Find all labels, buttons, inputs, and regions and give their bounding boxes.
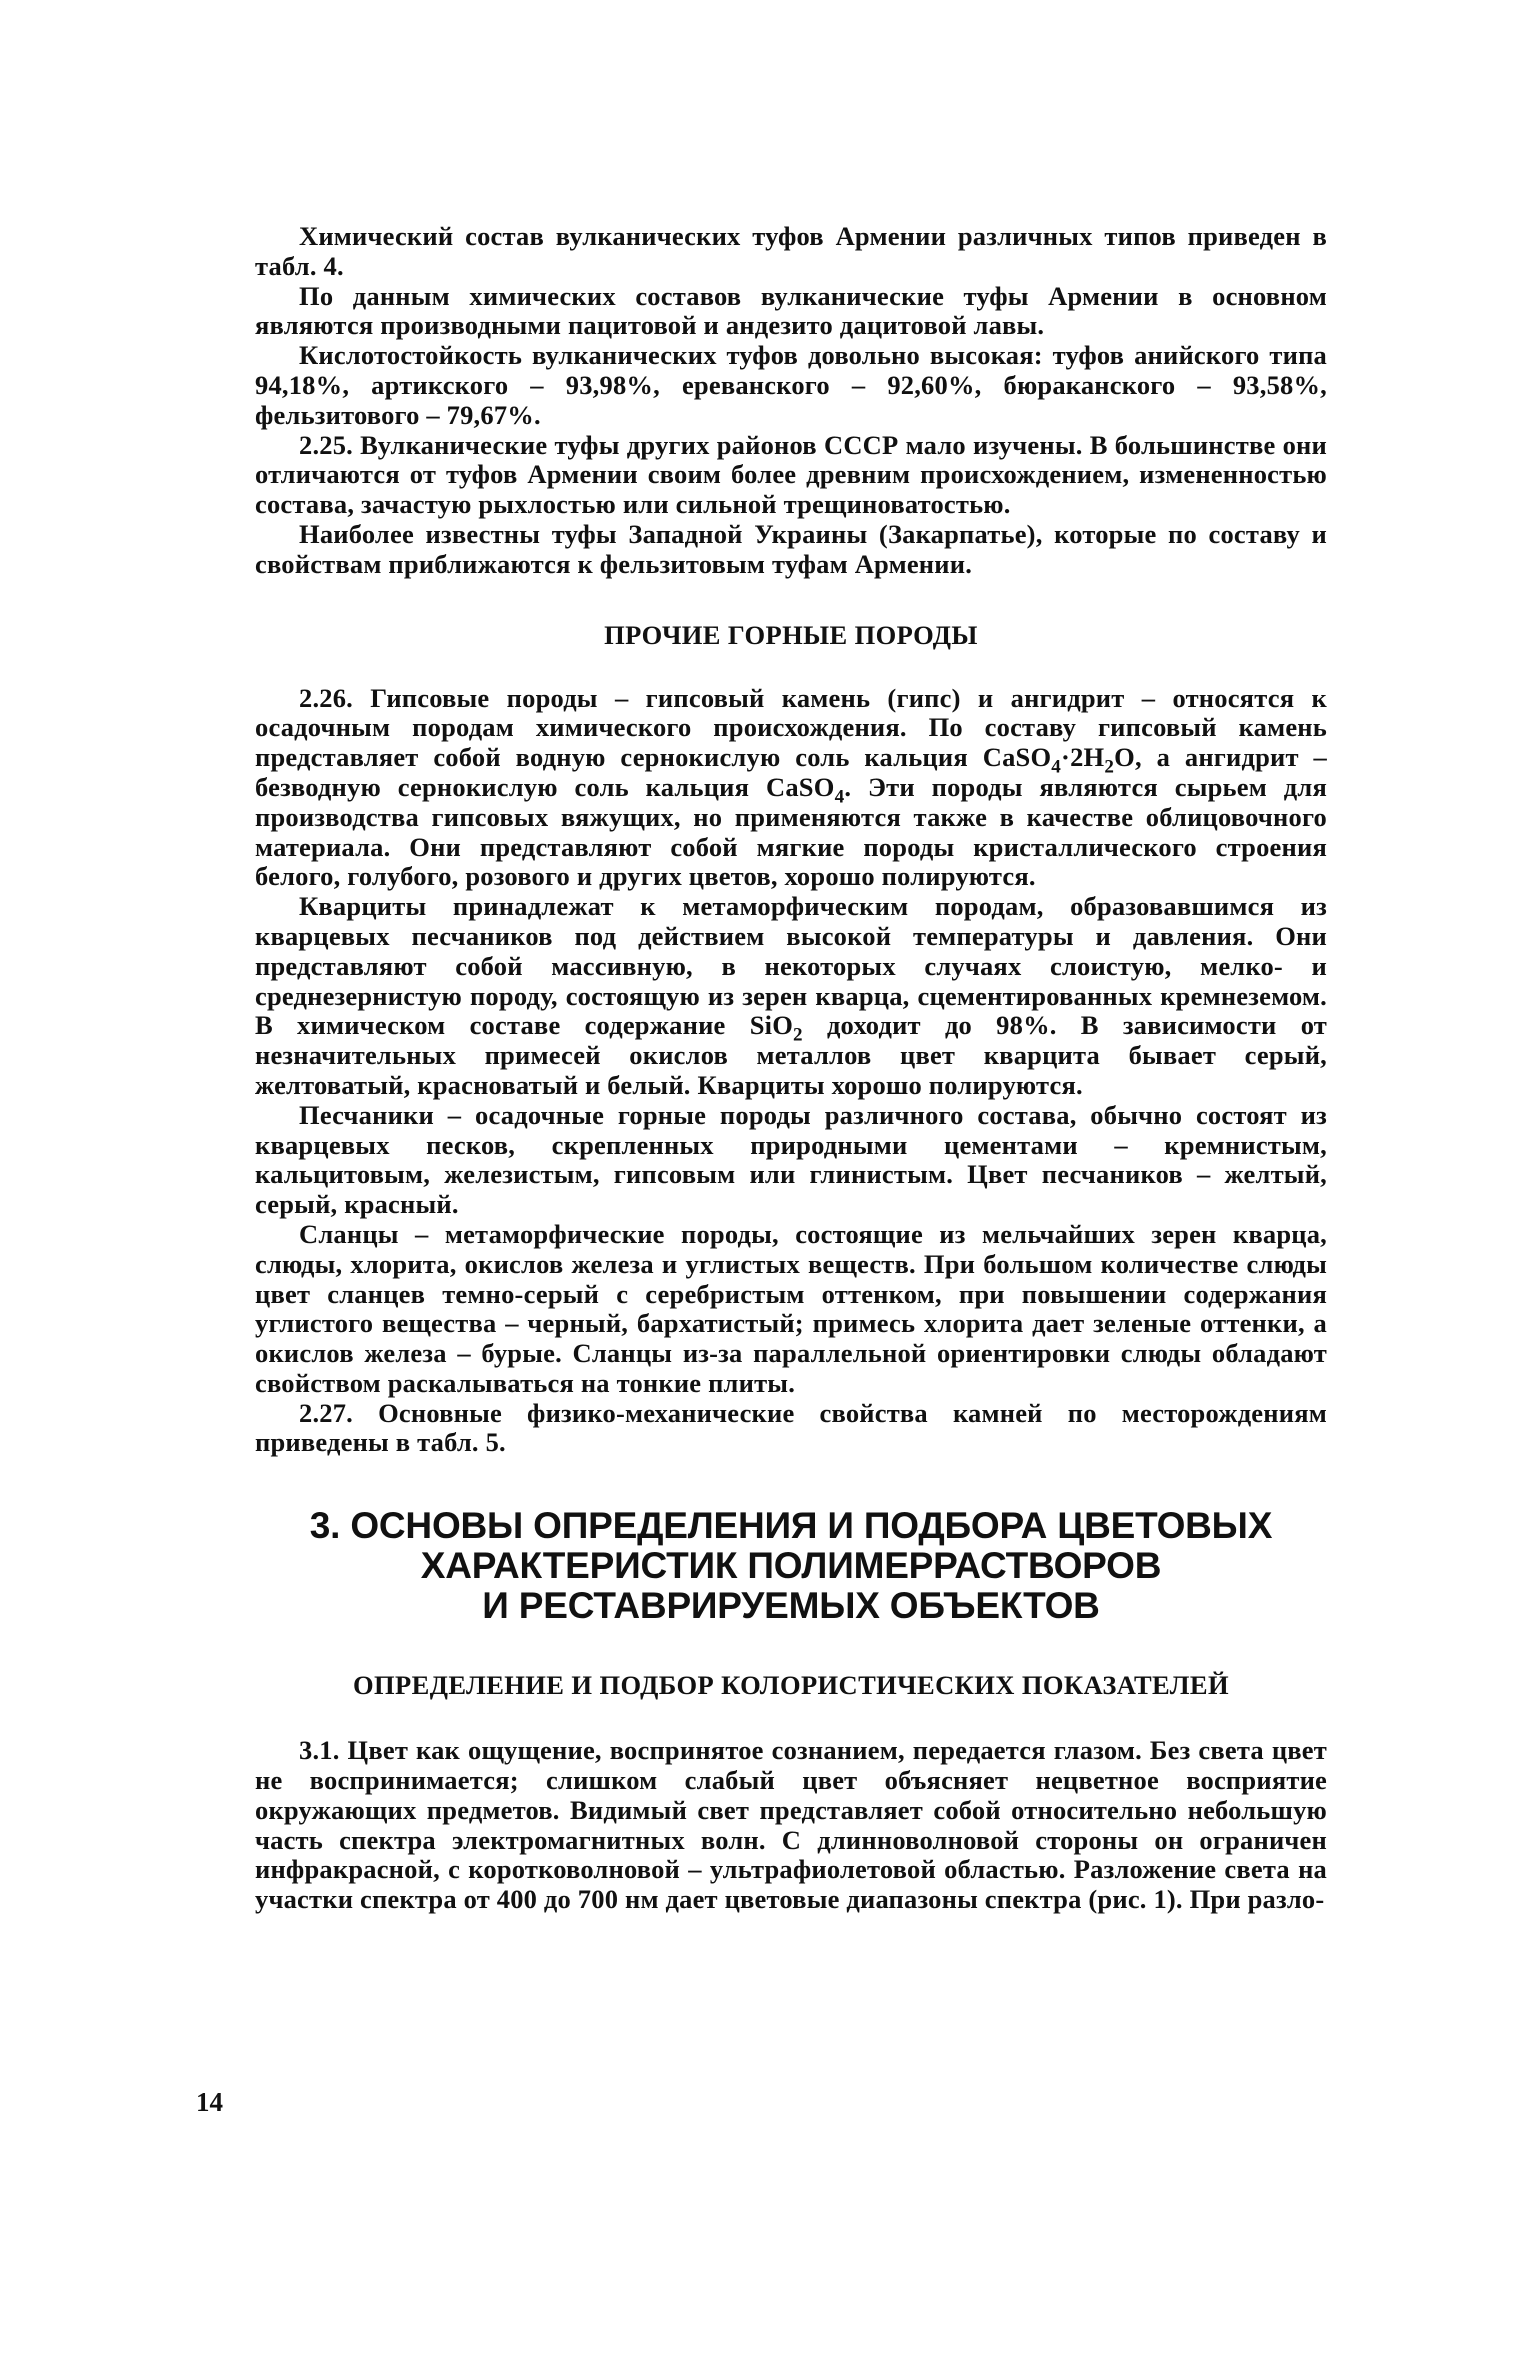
heading-other-rocks: ПРОЧИЕ ГОРНЫЕ ПОРОДЫ — [604, 619, 978, 650]
formula-gypsum: $CaSO_4\cdot 2H_2O$ — [982, 742, 1135, 778]
paragraph-chemical-composition: Химический состав вулканических туфов Армении различных типов приведен в табл. 4. — [255, 221, 1327, 281]
paragraph-chemical-data: По данным химических составов вулканические туфы Армении в основном являются производными пацитовой и андезито дацитовой лавы. — [255, 280, 1327, 341]
page-body — [255, 222, 1327, 1915]
quartzite-text-1: Кварциты принадлежат к метаморфическим породам, образовавшимся из кварцевых песчаников под действием высокой температуры и давления. Они представляют собой массивную, в некоторых случаях слоистую, мелко- и среднезернистую породу, состоящую из зерен кварца, сцементированных кремнеземом. В химическом составе содержание — [255, 891, 1327, 1041]
gypsum-text-3: . Эти породы являются сырьем для производства гипсовых вяжущих, но применяются также в качестве облицовочного материала. Они представляют собой мягкие породы кристаллического строения белого, голубого, розового и других цветов, хорошо полируются. — [255, 771, 1328, 892]
paragraph-2-27: 2.27. Основные физико-механические свойства камней по месторождениям приведены в табл. 5. — [255, 1397, 1327, 1458]
formula-anhydrite: CaSO$_4$ — [766, 771, 845, 808]
paragraph-2-25: 2.25. Вулканические туфы других районов СССР мало изучены. В большинстве они отличаются от туфов Армении своим более древним происхождением, измененностью состава, зачастую рыхлостью или сильной трещиноватостью. — [255, 429, 1327, 520]
page-number: 14 — [196, 2087, 223, 2117]
gypsum-text-1: 2.26. Гипсовые породы – гипсовый камень (гипс) и ангидрит – относятся к осадочным породам химического происхождения. По составу гипсовый камень представляет собой водную сернокислую соль кальция — [255, 682, 1327, 773]
paragraph-3-1: 3.1. Цвет как ощущение, воспринятое сознанием, передается глазом. Без света цвет не воспринимается; слишком слабый цвет объясняет нецветное восприятие окружающих предметов. Видимый свет представляет собой относительно небольшую часть спектра электромагнитных волн. С длинноволновой стороны он ограничен инфракрасной, с коротковолновой – ультрафиолетовой областью. Разложение света на участки спектра от 400 до 700 нм дает цветовые диапазоны спектра (рис. 1). При разло- — [255, 1735, 1327, 1915]
quartzite-text-2: доходит до 98%. В зависимости от незначительных примесей окислов металлов цвет кварцита бывает серый, желтоватый, красноватый и белый. Кварциты хорошо полируются. — [255, 1010, 1328, 1100]
chapter-title — [255, 1506, 1327, 1626]
chapter-title-line-3: И РЕСТАВРИРУЕМЫХ ОБЪЕКТОВ — [482, 1585, 1100, 1627]
chapter-title-line-2: ХАРАКТЕРИСТИК ПОЛИМЕРРАСТВОРОВ — [420, 1545, 1162, 1587]
gypsum-text-2: , а ангидрит – безводную сернокислую соль кальция — [255, 742, 1327, 802]
paragraph-2-26-gypsum — [255, 684, 1327, 893]
paragraph-western-ukraine: Наиболее известны туфы Западной Украины (Закарпатье), которые по составу и свойствам приближаются к фельзитовым туфам Армении. — [255, 518, 1327, 579]
paragraph-acid-resistance: Кислотостойкость вулканических туфов довольно высокая: туфов анийского типа 94,18%, артикского – 93,98%, ереванского – 92,60%, бюраканского – 93,58%, фельзитового – 79,67%. — [255, 340, 1327, 430]
heading-color-indicators: ОПРЕДЕЛЕНИЕ И ПОДБОР КОЛОРИСТИЧЕСКИХ ПОКАЗАТЕЛЕЙ — [353, 1670, 1229, 1701]
paragraph-sandstone: Песчаники – осадочные горные породы различного состава, обычно состоят из кварцевых песков, скрепленных природными цементами – кремнистым, кальцитовым, железистым, гипсовым или глинистым. Цвет песчаников – желтый, серый, красный. — [255, 1099, 1327, 1220]
paragraph-quartzite — [255, 892, 1327, 1101]
paragraph-shale: Сланцы – метаморфические породы, состоящие из мельчайших зерен кварца, слюды, хлорита, окислов железа и углистых веществ. При большом количестве слюды цвет сланцев темно-серый с серебристым оттенком, при повышении содержания углистого вещества – черный, бархатистый; примесь хлорита дает зеленые оттенки, а окислов железа – бурые. Сланцы из-за параллельной ориентировки слюды обладают свойством раскалываться на тонкие плиты. — [255, 1218, 1327, 1398]
chapter-title-line-1: 3. ОСНОВЫ ОПРЕДЕЛЕНИЯ И ПОДБОРА ЦВЕТОВЫХ — [309, 1505, 1273, 1547]
formula-silica: SiO$_2$ — [749, 1010, 803, 1046]
